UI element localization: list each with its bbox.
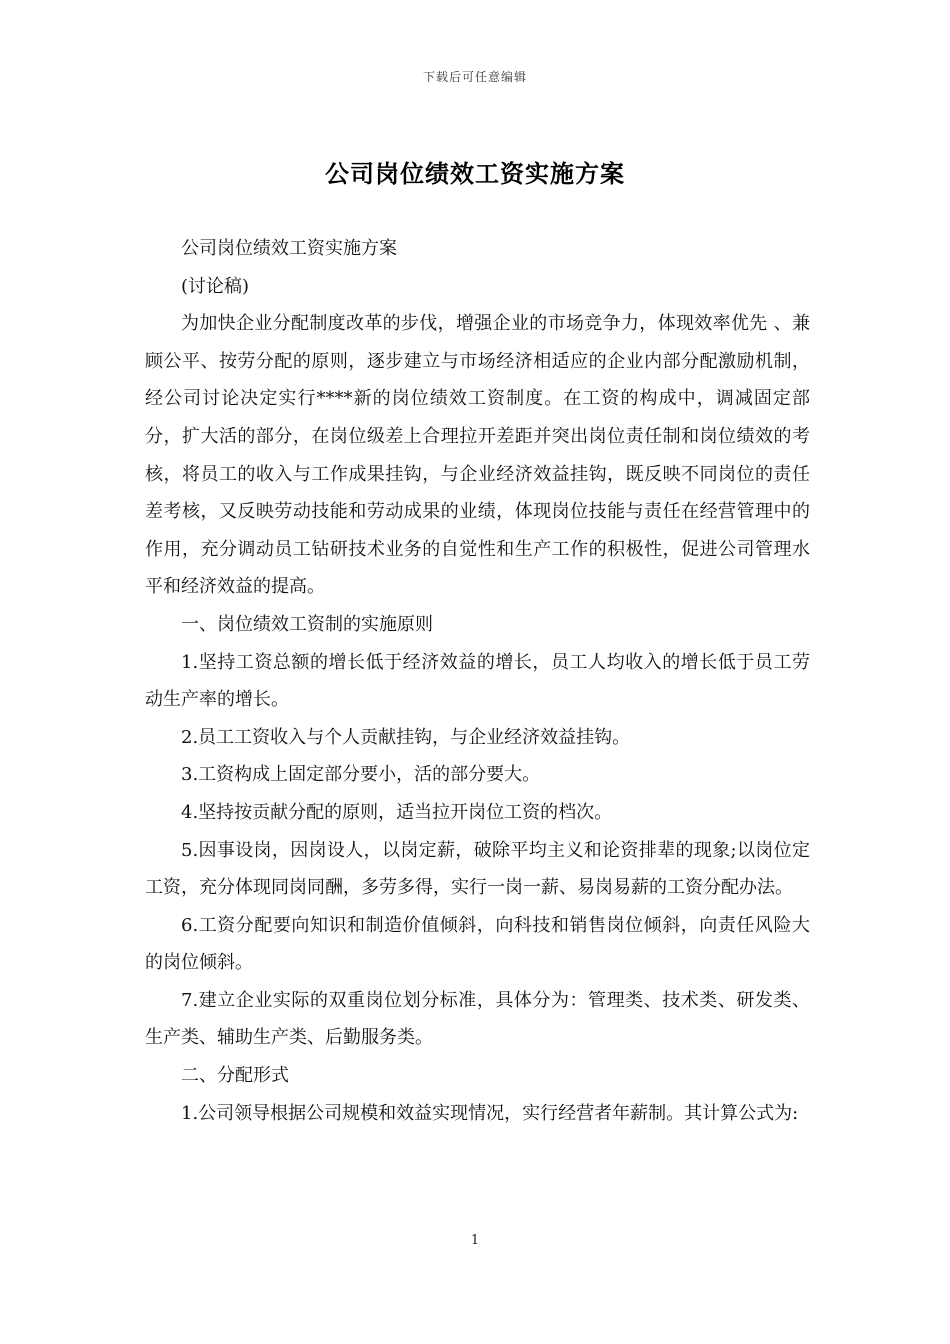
- principle-item-5: 5.因事设岗，因岗设人，以岗定薪，破除平均主义和论资排辈的现象;以岗位定工资，充分体现同岗同酬，多劳多得，实行一岗一薪、易岗易薪的工资分配办法。: [145, 839, 810, 899]
- paragraph-subtitle: 公司岗位绩效工资实施方案: [181, 238, 397, 259]
- principle-item-2: 2.员工工资收入与个人贡献挂钩，与企业经济效益挂钩。: [181, 726, 631, 748]
- distribution-item-1: 1.公司领导根据公司规模和效益实现情况，实行经营者年薪制。其计算公式为:: [181, 1102, 799, 1124]
- principle-item-4: 4.坚持按贡献分配的原则，适当拉开岗位工资的档次。: [181, 801, 613, 823]
- principle-item-7: 7.建立企业实际的双重岗位划分标准，具体分为：管理类、技术类、研发类、生产类、辅助生产类、后勤服务类。: [145, 989, 810, 1049]
- paragraph-draft-note: (讨论稿): [181, 275, 250, 297]
- document-title: 公司岗位绩效工资实施方案: [325, 160, 625, 188]
- section-heading-principles: 一、岗位绩效工资制的实施原则: [181, 613, 433, 635]
- principle-item-3: 3.工资构成上固定部分要小，活的部分要大。: [181, 764, 541, 786]
- header-note: 下载后可任意编辑: [422, 70, 527, 84]
- paragraph-intro: 为加快企业分配制度改革的步伐，增强企业的市场竞争力，体现效率优先 、兼顾公平、按劳分配的原则，逐步建立与市场经济相适应的企业内部分配激励机制，经公司讨论决定实行****新的岗位绩效工资制度。在工资的构成中，调减固定部分，扩大活的部分，在岗位级差上合理拉开差距并突出岗位责任制和岗位绩效的考核，将员工的收入与工作成果挂钩，与企业经济效益挂钩，既反映不同岗位的责任差考核，又反映劳动技能和劳动成果的业绩，体现岗位技能与责任在经营管理中的作用，充分调动员工钻研技术业务的自觉性和生产工作的积极性，促进公司管理水平和经济效益的提高。: [145, 313, 810, 598]
- page-number: 1: [470, 1233, 480, 1248]
- document-body: [145, 230, 810, 1132]
- section-heading-distribution: 二、分配形式: [181, 1065, 289, 1087]
- principle-item-1: 1.坚持工资总额的增长低于经济效益的增长，员工人均收入的增长低于员工劳动生产率的增长。: [145, 651, 810, 711]
- principle-item-6: 6.工资分配要向知识和制造价值倾斜，向科技和销售岗位倾斜，向责任风险大的岗位倾斜。: [145, 914, 810, 974]
